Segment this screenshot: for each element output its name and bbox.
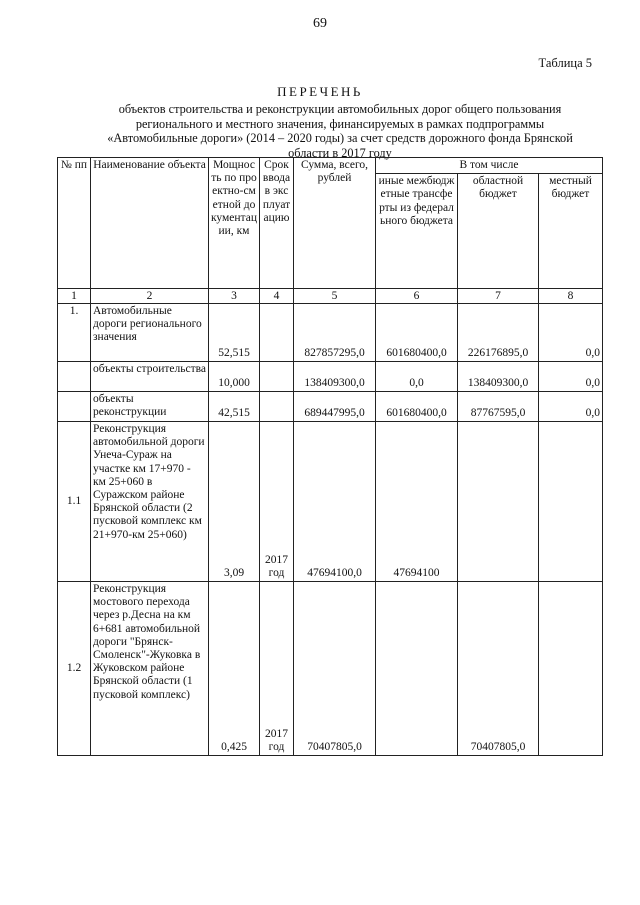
row-sum: 138409300,0	[294, 362, 376, 392]
header-local: местный бюджет	[539, 174, 603, 289]
row-num: 1.2	[58, 582, 91, 756]
objects-table	[57, 157, 603, 756]
table-row	[58, 582, 603, 756]
row-capacity: 0,425	[209, 582, 260, 756]
row-num	[58, 392, 91, 422]
row-num	[58, 362, 91, 392]
row-num: 1.	[58, 304, 91, 362]
row-name: объекты реконструкции	[91, 392, 209, 422]
table-row	[58, 422, 603, 582]
row-local: 0,0	[539, 362, 603, 392]
header-capacity: Мощность по проектно-сметной документации, км	[209, 158, 260, 289]
row-federal	[376, 582, 458, 756]
column-number: 8	[539, 289, 603, 304]
row-capacity: 3,09	[209, 422, 260, 582]
row-sum: 827857295,0	[294, 304, 376, 362]
header-federal: иные межбюджетные трансферты из федерального бюджета	[376, 174, 458, 289]
row-federal: 601680400,0	[376, 304, 458, 362]
column-number: 4	[260, 289, 294, 304]
row-capacity: 42,515	[209, 392, 260, 422]
row-local	[539, 582, 603, 756]
table-label: Таблица 5	[538, 56, 592, 70]
row-federal: 47694100	[376, 422, 458, 582]
row-name: Автомобильные дороги регионального значения	[91, 304, 209, 362]
header-regional: областной бюджет	[458, 174, 539, 289]
row-sum: 70407805,0	[294, 582, 376, 756]
row-capacity: 52,515	[209, 304, 260, 362]
header-sum: Сумма, всего, рублей	[294, 158, 376, 289]
row-capacity: 10,000	[209, 362, 260, 392]
column-number: 1	[58, 289, 91, 304]
document-subtitle: объектов строительства и реконструкции автомобильных дорог общего пользования регионального и местного значения, финансируемых в рамках подпрограммы «Автомобильные дороги» (2014 – 2020 годы) за счет средств дорожного фонда Брянской области в 2017 году	[107, 102, 573, 160]
row-name: Реконструкция автомобильной дороги Унеча-Сураж на участке км 17+970 - км 25+060 в Суражском районе Брянской области (2 пусковой комплекс км 21+970-км 25+060)	[91, 422, 209, 582]
column-numbers-row	[58, 289, 603, 304]
column-number: 6	[376, 289, 458, 304]
document-title: ПЕРЕЧЕНЬ	[277, 84, 363, 99]
column-number: 2	[91, 289, 209, 304]
table-row	[58, 304, 603, 362]
row-regional	[458, 422, 539, 582]
row-num: 1.1	[58, 422, 91, 582]
row-term	[260, 304, 294, 362]
header-term: Срок ввода в эксплуатацию	[260, 158, 294, 289]
row-regional: 226176895,0	[458, 304, 539, 362]
table-row	[58, 392, 603, 422]
row-federal: 0,0	[376, 362, 458, 392]
column-number: 7	[458, 289, 539, 304]
column-number: 3	[209, 289, 260, 304]
row-local: 0,0	[539, 304, 603, 362]
header-num: № пп	[58, 158, 91, 289]
row-sum: 47694100,0	[294, 422, 376, 582]
table-row	[58, 362, 603, 392]
row-term	[260, 362, 294, 392]
row-regional: 70407805,0	[458, 582, 539, 756]
header-including: В том числе	[376, 158, 603, 174]
row-regional: 138409300,0	[458, 362, 539, 392]
row-term: 2017 год	[260, 582, 294, 756]
table-header-row	[58, 158, 603, 174]
column-number: 5	[294, 289, 376, 304]
row-term: 2017 год	[260, 422, 294, 582]
row-local: 0,0	[539, 392, 603, 422]
row-regional: 87767595,0	[458, 392, 539, 422]
row-local	[539, 422, 603, 582]
row-sum: 689447995,0	[294, 392, 376, 422]
row-name: Реконструкция мостового перехода через р.Десна на км 6+681 автомобильной дороги "Брянск-Смоленск"-Жуковка в Жуковском районе Брянской области (1 пусковой комплекс)	[91, 582, 209, 756]
page-number: 69	[313, 16, 327, 31]
row-name: объекты строительства	[91, 362, 209, 392]
row-federal: 601680400,0	[376, 392, 458, 422]
row-term	[260, 392, 294, 422]
header-name: Наименование объекта	[91, 158, 209, 289]
